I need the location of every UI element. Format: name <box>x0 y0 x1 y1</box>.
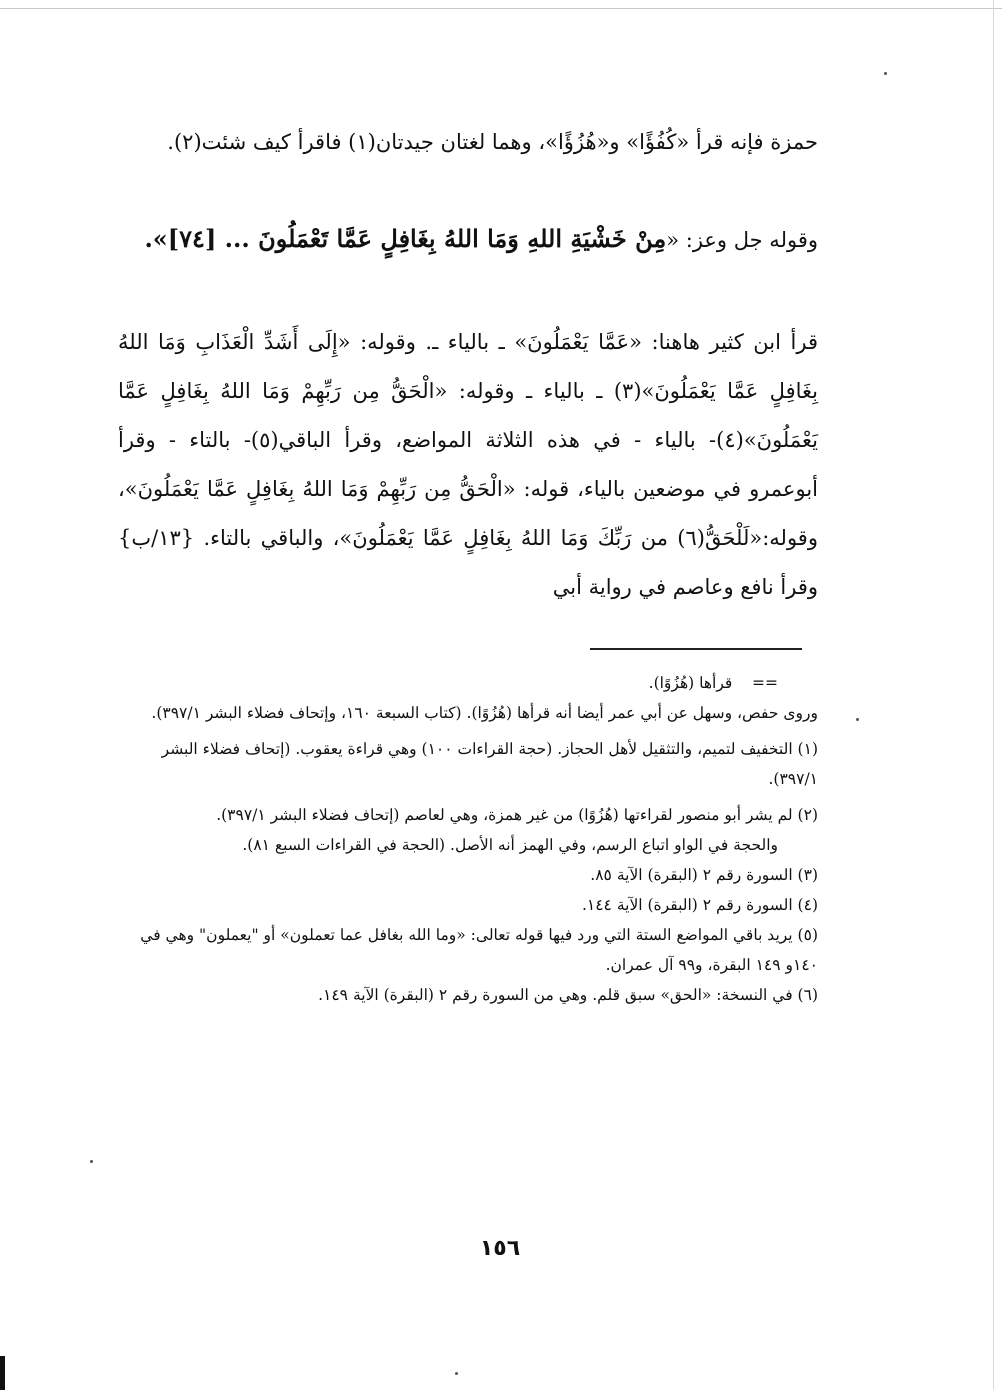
scan-edge-right <box>993 0 994 1390</box>
footnote-separator <box>590 648 802 650</box>
body-paragraph-1: حمزة فإنه قرأ «كُفُؤًا» و«هُزُؤًا»، وهما لغتان جيدتان(١) فاقرأ كيف شئت(٢). <box>167 130 818 154</box>
footnote-3: (٣) السورة رقم ٢ (البقرة) الآية ٨٥. <box>590 866 818 884</box>
footnote-6: (٦) في النسخة: «الحق» سبق قلم. وهي من السورة رقم ٢ (البقرة) الآية ١٤٩. <box>318 986 818 1004</box>
footnote-5: (٥) يريد باقي المواضع الستة التي ورد فيها قوله تعالى: «وما الله بغافل عما تعملون» أو "يعملون" وهي في ١٤٠و ١٤٩ البقرة، و٩٩ آل عمران. <box>140 926 818 974</box>
footnote-continued-2: وروى حفص، وسهل عن أبي عمر أيضا أنه قرأها (هُزُوًا). (كتاب السبعة ١٦٠، وإتحاف فضلاء البشر ٣٩٧/١). <box>151 704 818 722</box>
scan-edge-top <box>0 8 1002 9</box>
quran-verse: مِنْ خَشْيَةِ اللهِ وَمَا اللهُ بِغَافِلٍ عَمَّا تَعْمَلُونَ ... [٧٤]». <box>144 224 667 253</box>
footnote-continued: == قرأها (هُزُوًا). <box>648 674 778 692</box>
scan-speck <box>90 1160 93 1163</box>
scan-speck <box>884 72 887 75</box>
scan-edge-mark <box>0 1356 5 1390</box>
scan-speck <box>856 718 859 721</box>
scan-speck <box>455 1372 458 1375</box>
footnote-2: (٢) لم يشر أبو منصور لقراءتها (هُزُوًا) من غير همزة، وهي لعاصم (إتحاف فضلاء البشر ٣٩٧/١). <box>216 806 818 824</box>
footnote-4: (٤) السورة رقم ٢ (البقرة) الآية ١٤٤. <box>581 896 818 914</box>
continuation-marker: == <box>752 674 778 692</box>
footnotes <box>118 668 818 1010</box>
page-number: ١٥٦ <box>479 1236 521 1261</box>
footnote-1: (١) التخفيف لتميم، والتثقيل لأهل الحجاز. (حجة القراءات ١٠٠) وهي قراءة يعقوب. (إتحاف فضلاء البشر ٣٩٧/١). <box>161 740 818 788</box>
body-paragraph-3: قرأ ابن كثير هاهنا: «عَمَّا يَعْمَلُونَ» ـ بالياء ـ. وقوله: «إِلَى أَشَدِّ الْعَذَابِ وَمَا اللهُ بِغَافِلٍ عَمَّا يَعْمَلُونَ»(٣) ـ بالياء ـ وقوله: «الْحَقُّ مِن رَبِّهِمْ وَمَا اللهُ بِغَافِلٍ عَمَّا يَعْمَلُونَ»(٤)- بالياء - في هذه الثلاثة المواضع، وقرأ الباقي(٥)- بالتاء - وقرأ أبوعمرو في موضعين بالياء، قوله: «الْحَقُّ مِن رَبِّهِمْ وَمَا اللهُ بِغَافِلٍ عَمَّا يَعْمَلُونَ»، وقوله:«لَلْحَقُّ(٦) من رَبِّكَ وَمَا اللهُ بِغَافِلٍ عَمَّا يَعْمَلُونَ»، والباقي بالتاء. {١٣/ب} وقرأ نافع وعاصم في رواية أبي <box>118 330 819 599</box>
body-paragraph-2 <box>118 215 818 264</box>
paragraph-2-lead: وقوله جل وعز: « <box>666 228 818 252</box>
footnote-2-continued: والحجة في الواو اتباع الرسم، وفي الهمز أنه الأصل. (الحجة في القراءات السبع ٨١). <box>242 836 778 854</box>
